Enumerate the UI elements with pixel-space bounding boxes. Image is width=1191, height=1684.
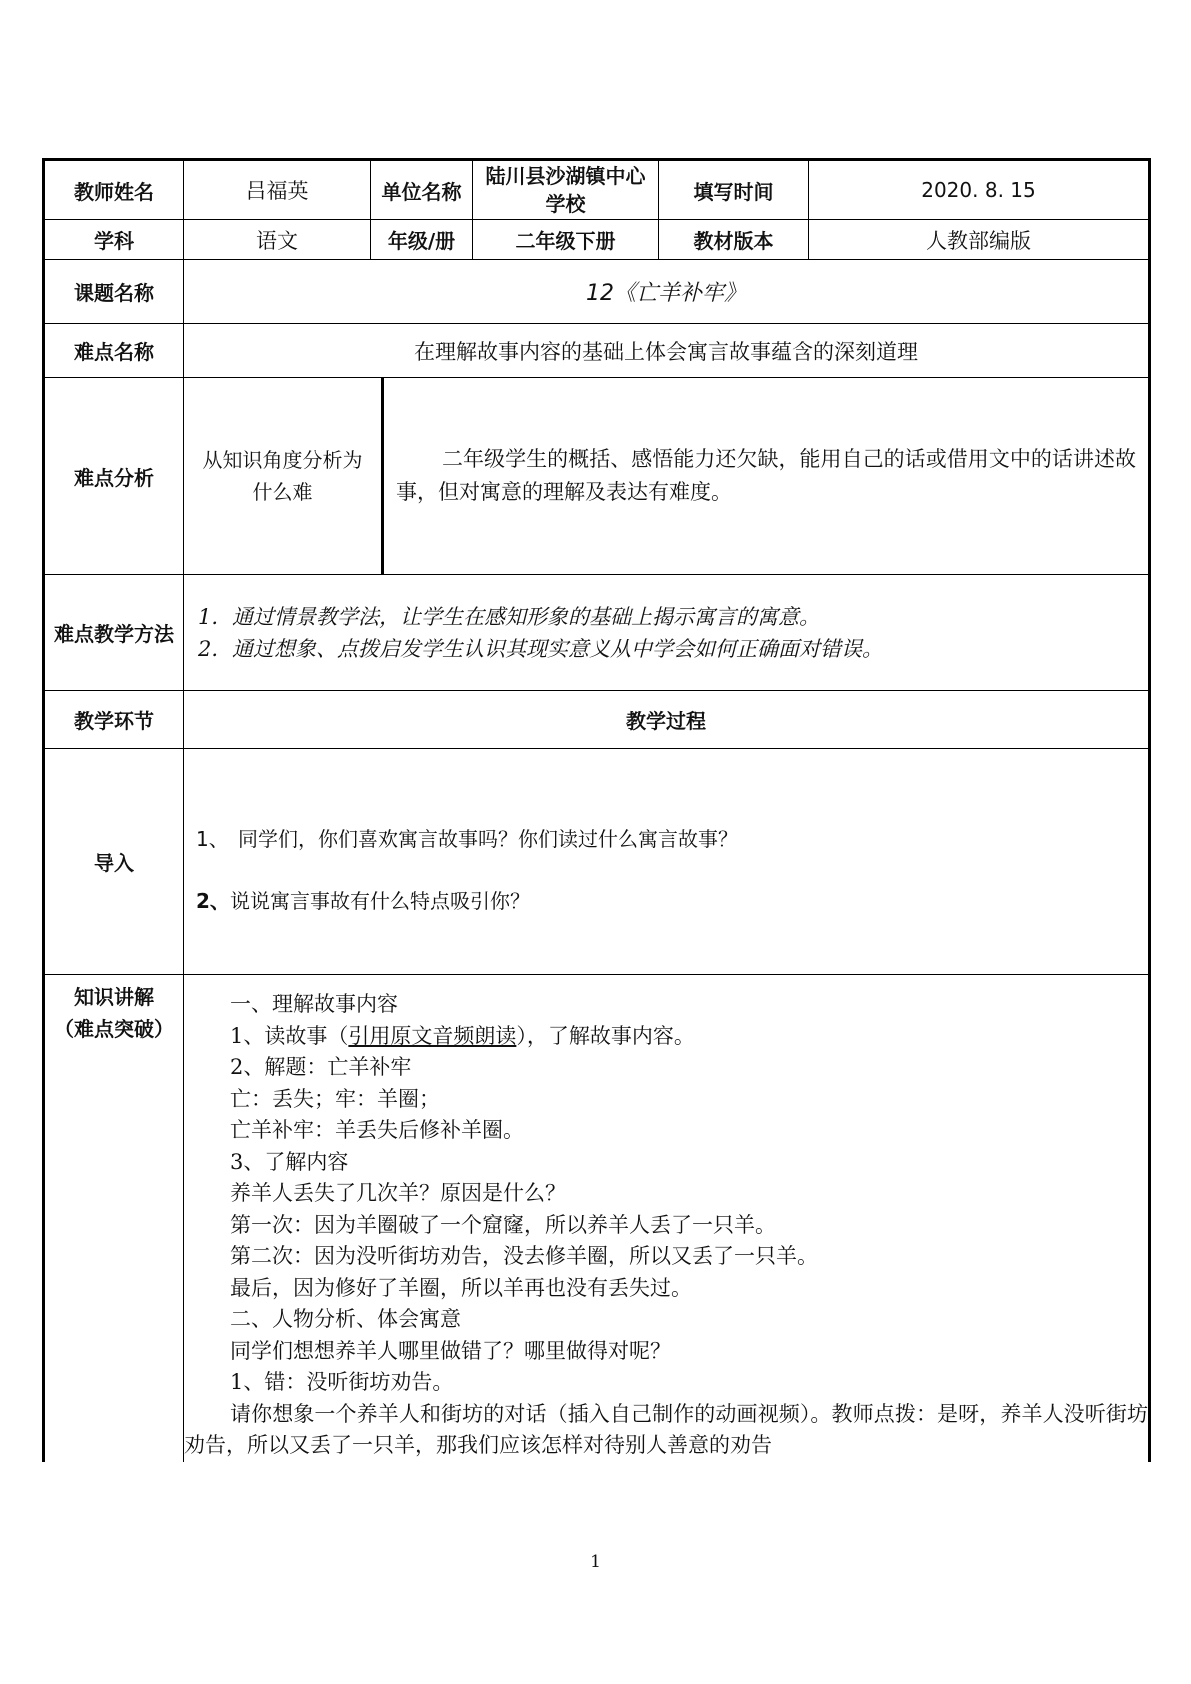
knowledge-content <box>184 975 1150 1462</box>
difficulty-row <box>44 324 1150 378</box>
method-label: 难点教学方法 <box>44 575 184 691</box>
intro-item-text: 说说寓言事故有什么特点吸引你？ <box>230 888 530 913</box>
analysis-text: 二年级学生的概括、感悟能力还欠缺，能用自己的话或借用文中的话讲述故事，但对寓意的理解及表达有难度。 <box>396 447 1136 504</box>
intro-item-number: 1、 <box>196 826 229 851</box>
intro-item-text: 同学们，你们喜欢寓言故事吗？你们读过什么寓言故事？ <box>238 826 738 851</box>
edition-label: 教材版本 <box>659 220 809 260</box>
analysis-text-wrap <box>384 378 1148 574</box>
header-row-2 <box>44 220 1150 260</box>
unit-name-line1: 陆川县沙湖镇中心 <box>485 164 646 188</box>
intro-item-number: 2、 <box>196 888 230 913</box>
content-line <box>184 1021 1148 1053</box>
content-line: 1、错：没听街坊劝告。 <box>230 1370 454 1394</box>
date-label: 填写时间 <box>659 160 809 220</box>
analysis-sublabel-line1: 从知识角度分析为 <box>202 448 363 472</box>
method-row <box>44 575 1150 691</box>
header-row-1 <box>44 160 1150 220</box>
audio-reading-link[interactable]: 引用原文音频朗读 <box>348 1023 517 1048</box>
method-item <box>198 601 1148 633</box>
edition-value: 人教部编版 <box>809 220 1150 260</box>
topic-label: 课题名称 <box>44 260 184 324</box>
unit-label: 单位名称 <box>371 160 473 220</box>
analysis-row <box>44 378 1150 575</box>
intro-label: 导入 <box>44 749 184 975</box>
grade-label: 年级/册 <box>371 220 473 260</box>
date-value: 2020. 8. 15 <box>809 160 1150 220</box>
process-title: 教学过程 <box>184 691 1150 749</box>
content-line: 亡：丢失；牢：羊圈； <box>230 1086 440 1111</box>
grade-value: 二年级下册 <box>473 220 659 260</box>
content-line-suffix: ），了解故事内容。 <box>516 1023 695 1048</box>
intro-row <box>44 749 1150 975</box>
content-line: 第一次：因为羊圈破了一个窟窿，所以养羊人丢了一只羊。 <box>230 1212 776 1237</box>
method-item-text: 通过情景教学法，让学生在感知形象的基础上揭示寓言的寓意。 <box>232 604 820 629</box>
page-number: 1 <box>590 1552 601 1572</box>
method-item-number: 2. <box>198 636 219 661</box>
content-line: 最后，因为修好了羊圈，所以羊再也没有丢失过。 <box>230 1275 692 1300</box>
unit-name-line2: 学校 <box>545 192 586 216</box>
section-heading: 二、人物分析、体会寓意 <box>230 1307 461 1331</box>
content-line: 3、了解内容 <box>230 1149 349 1174</box>
analysis-sublabel-line2: 什么难 <box>252 480 313 504</box>
method-item-text: 通过想象、点拨启发学生认识其现实意义从中学会如何正确面对错误。 <box>232 636 883 661</box>
method-list <box>184 601 1148 665</box>
intro-item <box>196 822 1136 856</box>
content-paragraph: 请你想象一个养羊人和街坊的对话（插入自己制作的动画视频）。教师点拨：是呀，养羊人没听街坊劝告，所以又丢了一只羊，那我们应该怎样对待别人善意的劝告 <box>184 1401 1148 1457</box>
analysis-sublabel <box>184 378 384 574</box>
intro-item <box>196 884 1136 918</box>
content-line-prefix: 1、读故事（ <box>230 1023 349 1048</box>
analysis-label: 难点分析 <box>44 378 184 575</box>
content-line: 亡羊补牢：羊丢失后修补羊圈。 <box>230 1118 524 1142</box>
process-header-row <box>44 691 1150 749</box>
subject-value: 语文 <box>184 220 371 260</box>
intro-cell <box>184 749 1150 975</box>
knowledge-label-line1: 知识讲解 <box>74 985 154 1009</box>
lesson-plan-table <box>42 158 1151 1462</box>
section-heading: 一、理解故事内容 <box>230 992 398 1016</box>
analysis-cell <box>184 378 1150 575</box>
teacher-name: 吕福英 <box>184 160 371 220</box>
process-section-label: 教学环节 <box>44 691 184 749</box>
teacher-label: 教师姓名 <box>44 160 184 220</box>
knowledge-label <box>44 975 184 1462</box>
content-line: 2、解题：亡羊补牢 <box>230 1055 412 1079</box>
difficulty-value: 在理解故事内容的基础上体会寓言故事蕴含的深刻道理 <box>184 324 1150 378</box>
knowledge-label-line2: （难点突破） <box>54 1017 174 1041</box>
method-item <box>198 633 1148 665</box>
knowledge-row <box>44 975 1150 1462</box>
method-cell <box>184 575 1150 691</box>
content-line: 同学们想想养羊人哪里做错了？哪里做得对呢？ <box>230 1338 671 1363</box>
content-line: 养羊人丢失了几次羊？原因是什么？ <box>230 1181 566 1205</box>
difficulty-label: 难点名称 <box>44 324 184 378</box>
unit-name <box>473 160 659 220</box>
subject-label: 学科 <box>44 220 184 260</box>
topic-value: 12《亡羊补牢》 <box>184 260 1150 324</box>
method-item-number: 1. <box>198 604 219 629</box>
content-line: 第二次：因为没听街坊劝告，没去修羊圈，所以又丢了一只羊。 <box>230 1244 818 1268</box>
topic-row <box>44 260 1150 324</box>
